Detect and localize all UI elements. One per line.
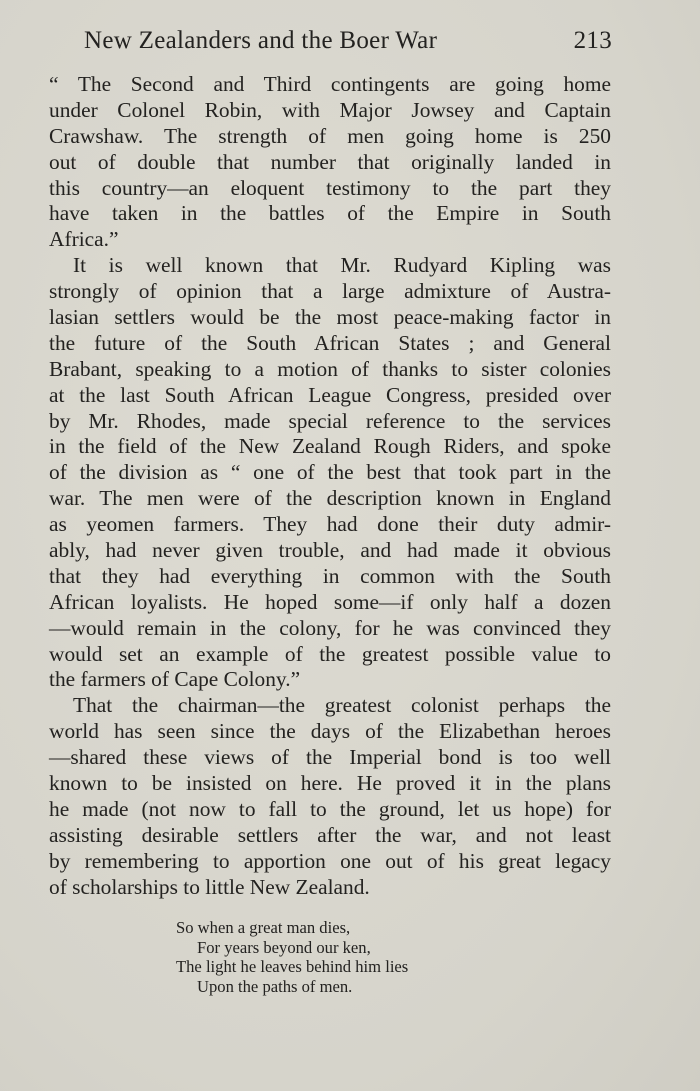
text-line: this country—an eloquent testimony to the part they	[49, 175, 611, 200]
running-head-title: New Zealanders and the Boer War	[84, 27, 438, 54]
verse-line: So when a great man dies,	[176, 918, 351, 937]
text-line: That the chairman—the greatest colonist perhaps the	[73, 693, 611, 718]
text-line: the future of the South African States ; and General	[49, 330, 611, 355]
text-line: that they had everything in common with the South	[49, 563, 611, 588]
page-number: 213	[573, 27, 612, 54]
text-line: known to be insisted on here. He proved it in the plans	[49, 771, 611, 796]
text-line: African loyalists. He hoped some—if only half a dozen	[49, 589, 611, 614]
text-line: would set an example of the greatest possible value to	[49, 641, 611, 666]
text-line: by Mr. Rhodes, made special reference to the services	[49, 408, 611, 433]
text-line: “ The Second and Third contingents are going home	[49, 72, 611, 96]
text-line: at the last South African League Congress, presided over	[49, 382, 611, 407]
text-line: war. The men were of the description known in England	[49, 486, 611, 511]
text-line: assisting desirable settlers after the war, and not least	[49, 822, 611, 847]
text-line: lasian settlers would be the most peace-making factor in	[49, 305, 611, 330]
text-line: as yeomen farmers. They had done their duty admir-	[49, 512, 611, 537]
text-line: he made (not now to fall to the ground, let us hope) for	[49, 796, 611, 821]
verse-line: The light he leaves behind him lies	[176, 957, 409, 977]
verse-quotation	[176, 918, 506, 997]
text-line: —shared these views of the Imperial bond is too well	[49, 745, 611, 770]
text-line: Africa.”	[49, 227, 119, 252]
verse-line: Upon the paths of men.	[197, 977, 353, 997]
text-line: world has seen since the days of the Elizabethan heroes	[49, 719, 611, 744]
text-line: the farmers of Cape Colony.”	[49, 667, 301, 692]
text-line: under Colonel Robin, with Major Jowsey and Captain	[49, 97, 611, 122]
body-text	[49, 72, 611, 901]
text-line: by remembering to apportion one out of his great legacy	[49, 848, 611, 873]
text-line: strongly of opinion that a large admixture of Austra-	[49, 279, 611, 304]
verse-line: For years beyond our ken,	[197, 937, 371, 957]
text-line: ably, had never given trouble, and had made it obvious	[49, 538, 611, 563]
running-head	[84, 27, 612, 61]
text-line: have taken in the battles of the Empire in South	[49, 201, 611, 226]
text-line: Crawshaw. The strength of men going home is 250	[49, 123, 611, 148]
text-line: of scholarships to little New Zealand.	[49, 874, 370, 899]
text-line: It is well known that Mr. Rudyard Kipling was	[73, 253, 611, 278]
text-line: —would remain in the colony, for he was convinced they	[49, 615, 611, 640]
text-line: of the division as “ one of the best that took part in the	[49, 460, 611, 485]
text-line: in the field of the New Zealand Rough Riders, and spoke	[49, 434, 611, 459]
text-line: out of double that number that originally landed in	[49, 149, 611, 174]
text-line: Brabant, speaking to a motion of thanks to sister colonies	[49, 356, 611, 381]
